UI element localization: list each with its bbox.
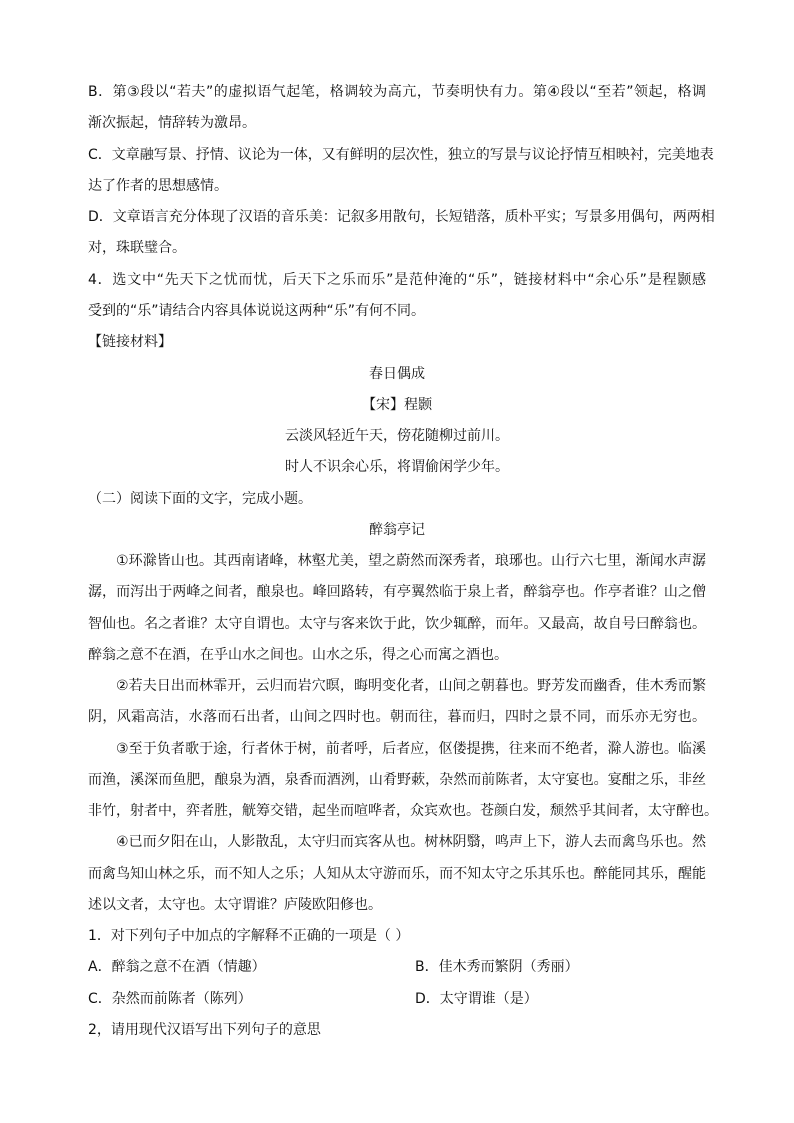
- question-1-option-c: C．杂然而前陈者（陈列）: [88, 991, 252, 1007]
- paragraph-1-line-1: ①环滁皆山也。其西南诸峰，林壑尤美，望之蔚然而深秀者，琅琊也。山行六七里，渐闻水声潺: [116, 553, 706, 569]
- question-4-line-2: 受到的“乐”请结合内容具体说说这两种“乐”有何不同。: [88, 303, 426, 319]
- paragraph-1-line-3: 智仙也。名之者谁？太守自谓也。太守与客来饮于此，饮少辄醉，而年。又最高，故自号曰醉翁也。: [88, 616, 706, 632]
- paragraph-2-line-1: ②若夫日出而林霏开，云归而岩穴暝，晦明变化者，山间之朝暮也。野芳发而幽香，佳木秀而繁: [116, 678, 706, 694]
- essay-title: 醉翁亭记: [369, 522, 425, 538]
- question-2-stem: 2，请用现代汉语写出下列句子的意思: [88, 1022, 321, 1038]
- paragraph-3-line-3: 非竹，射者中，弈者胜，觥筹交错，起坐而喧哗者，众宾欢也。苍颜白发，颓然乎其间者，太守醉也。: [88, 803, 718, 819]
- option-b-line-1: B．第③段以“若夫”的虚拟语气起笔，格调较为高亢，节奏明快有力。第④段以“至若”领起，格调: [88, 84, 706, 100]
- poem-title: 春日偶成: [369, 366, 425, 382]
- paragraph-2-line-2: 阴，风霜高洁，水落而石出者，山间之四时也。朝而往，暮而归，四时之景不同，而乐亦无穷也。: [88, 709, 706, 725]
- paragraph-4-line-3: 述以文者，太守也。太守谓谁？庐陵欧阳修也。: [88, 897, 382, 913]
- paragraph-1-line-2: 潺，而泻出于两峰之间者，酿泉也。峰回路转，有亭翼然临于泉上者，醉翁亭也。作亭者谁？山之僧: [88, 584, 706, 600]
- paragraph-4-line-2: 而禽鸟知山林之乐，而不知人之乐；人知从太守游而乐，而不知太守之乐其乐也。醉能同其乐，醒能: [88, 866, 706, 882]
- poem-line-2: 时人不识余心乐，将谓偷闲学少年。: [285, 459, 509, 475]
- question-4-line-1: 4．选文中“先天下之忧而忧，后天下之乐而乐”是范仲淹的“乐”，链接材料中“余心乐”是程颢感: [88, 272, 706, 288]
- option-b-line-2: 渐次振起，情辞转为激昂。: [88, 115, 256, 131]
- option-c-line-2: 达了作者的思想感情。: [88, 178, 228, 194]
- question-1-option-b: B．佳木秀而繁阴（秀丽）: [415, 959, 579, 975]
- poem-line-1: 云淡风轻近午天，傍花随柳过前川。: [285, 428, 509, 444]
- section-2-intro: （二）阅读下面的文字，完成小题。: [88, 491, 312, 507]
- paragraph-1-line-4: 醉翁之意不在酒，在乎山水之间也。山水之乐，得之心而寓之酒也。: [88, 647, 508, 663]
- paragraph-3-line-2: 而渔，溪深而鱼肥，酿泉为酒，泉香而酒洌，山肴野蔌，杂然而前陈者，太守宴也。宴酣之乐，非丝: [88, 772, 706, 788]
- paragraph-4-line-1: ④已而夕阳在山，人影散乱，太守归而宾客从也。树林阴翳，鸣声上下，游人去而禽鸟乐也。然: [116, 834, 706, 850]
- question-1-option-d: D．太守谓谁（是）: [415, 991, 538, 1007]
- paragraph-3-line-1: ③至于负者歌于途，行者休于树，前者呼，后者应，伛偻提携，往来而不绝者，滁人游也。临溪: [116, 741, 706, 757]
- poem-author: 【宋】程颢: [362, 397, 432, 413]
- link-material-header: 【链接材料】: [88, 334, 172, 350]
- option-d-line-1: D．文章语言充分体现了汉语的音乐美：记叙多用散句，长短错落，质朴平实；写景多用偶句，两两相: [88, 209, 715, 225]
- option-c-line-1: C．文章融写景、抒情、议论为一体，又有鲜明的层次性，独立的写景与议论抒情互相映衬，完美地表: [88, 147, 714, 163]
- question-1-option-a: A．醉翁之意不在酒（情趣）: [88, 959, 266, 975]
- option-d-line-2: 对，珠联璧合。: [88, 240, 186, 256]
- question-1-stem: 1．对下列句子中加点的字解释不正确的一项是（ ）: [88, 928, 410, 944]
